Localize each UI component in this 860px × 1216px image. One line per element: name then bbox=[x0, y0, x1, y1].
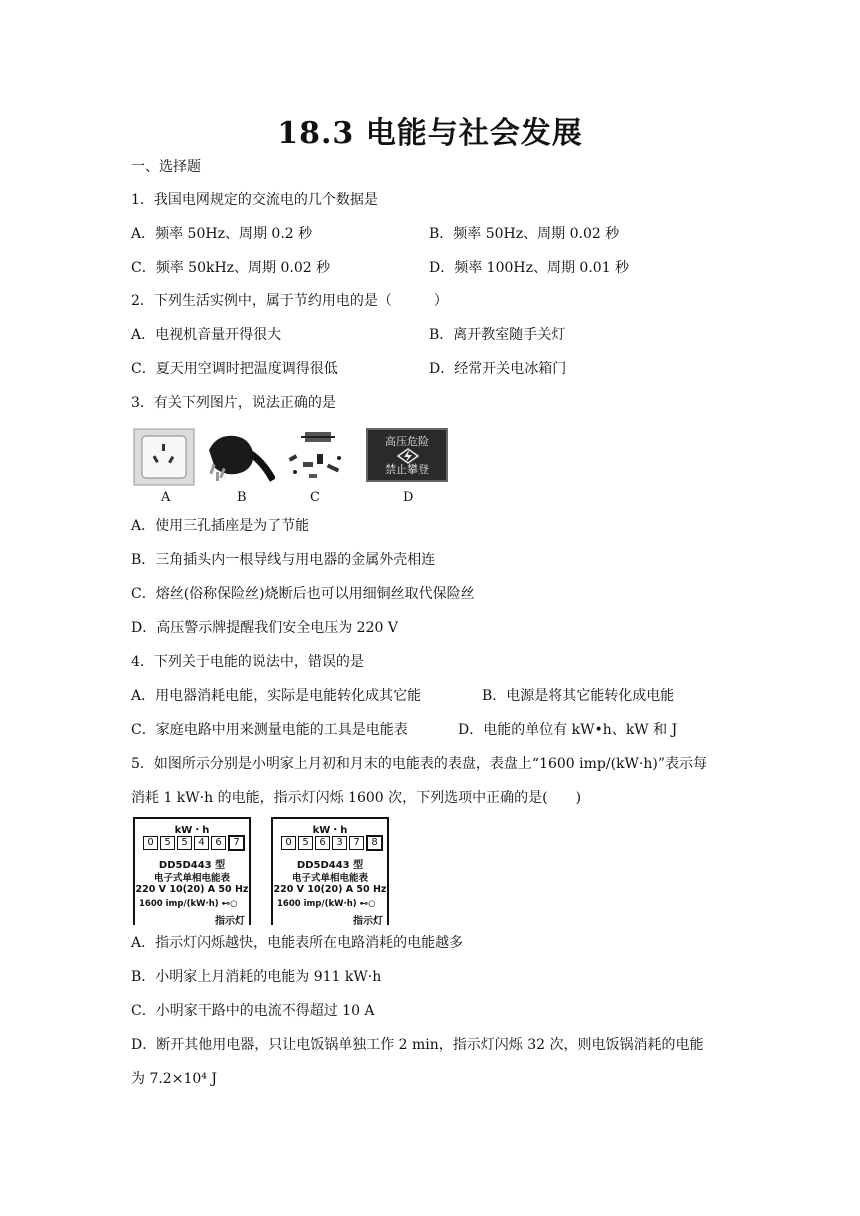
meter-digit: 7 bbox=[349, 836, 364, 850]
meter-digit: 6 bbox=[211, 836, 226, 850]
q5-stem-line2: 消耗 1 kW·h 的电能，指示灯闪烁 1600 次，下列选项中正确的是( ) bbox=[131, 790, 582, 806]
meter-spec: 220 V 10(20) A 50 Hz bbox=[273, 884, 387, 895]
meter-name: 电子式单相电能表 bbox=[153, 873, 230, 884]
meter-digit: 0 bbox=[143, 836, 158, 850]
meter-reading bbox=[281, 835, 385, 851]
q3-stem: 3．有关下列图片，说法正确的是 bbox=[131, 395, 336, 411]
q1-option-d: D．频率 100Hz、周期 0.01 秒 bbox=[429, 260, 630, 276]
plug-image bbox=[203, 428, 275, 486]
meter-imp-text: 1600 imp/(kW·h) bbox=[139, 899, 219, 909]
q1-option-c: C．频率 50kHz、周期 0.02 秒 bbox=[131, 260, 331, 276]
q4-option-c: C．家庭电路中用来测量电能的工具是电能表 bbox=[131, 722, 408, 738]
q2-option-b: B．离开教室随手关灯 bbox=[429, 327, 566, 343]
sign-top-text: 高压危险 bbox=[385, 435, 429, 448]
meter-digit-decimal: 7 bbox=[228, 835, 245, 851]
meter-digit: 5 bbox=[298, 836, 313, 850]
q5-option-a: A．指示灯闪烁越快，电能表所在电路消耗的电能越多 bbox=[131, 935, 464, 951]
q3-option-c: C．熔丝(俗称保险丝)烧断后也可以用细铜丝取代保险丝 bbox=[131, 586, 475, 602]
figure-label-a: A bbox=[161, 490, 171, 505]
q4-option-a: A．用电器消耗电能，实际是电能转化成其它能 bbox=[131, 688, 422, 704]
meter-imp: 1600 imp/(kW·h) ⊷○ bbox=[277, 899, 376, 909]
figure-label-d: D bbox=[403, 490, 414, 505]
meter-unit: kW・h bbox=[312, 825, 348, 836]
meter-model: DD5D443 型 bbox=[296, 860, 364, 871]
q5-option-b: B．小明家上月消耗的电能为 911 kW·h bbox=[131, 969, 382, 985]
q5-option-d-line1: D．断开其他用电器，只让电饭锅单独工作 2 min，指示灯闪烁 32 次，则电饭锅消耗的电能 bbox=[131, 1037, 704, 1053]
figure-label-b: B bbox=[237, 490, 247, 505]
meter-digit-decimal: 8 bbox=[366, 835, 383, 851]
socket-image bbox=[133, 428, 195, 486]
q2-stem: 2．下列生活实例中，属于节约用电的是（ ） bbox=[131, 293, 448, 309]
meter-digit: 5 bbox=[177, 836, 192, 850]
section-heading: 一、选择题 bbox=[131, 159, 201, 175]
page-title: 18.3 电能与社会发展 bbox=[277, 116, 583, 151]
q2-option-d: D．经常开关电冰箱门 bbox=[429, 361, 567, 377]
energy-meter-start bbox=[133, 817, 251, 925]
q3-option-a: A．使用三孔插座是为了节能 bbox=[131, 518, 310, 534]
figure-label-c: C bbox=[310, 490, 320, 505]
q1-option-b: B．频率 50Hz、周期 0.02 秒 bbox=[429, 226, 620, 242]
meter-spec: 220 V 10(20) A 50 Hz bbox=[135, 884, 249, 895]
q1-stem: 1．我国电网规定的交流电的几个数据是 bbox=[131, 192, 378, 208]
energy-meter-end bbox=[271, 817, 389, 925]
meter-digit: 0 bbox=[281, 836, 296, 850]
q4-stem: 4．下列关于电能的说法中，错误的是 bbox=[131, 654, 364, 670]
q5-stem-line1: 5．如图所示分别是小明家上月初和月末的电能表的表盘，表盘上“1600 imp/(kW·h)”表示每 bbox=[131, 756, 707, 772]
q3-option-b: B．三角插头内一根导线与用电器的金属外壳相连 bbox=[131, 552, 436, 568]
warning-sign bbox=[366, 428, 448, 482]
q3-option-d: D．高压警示牌提醒我们安全电压为 220 V bbox=[131, 620, 398, 636]
meter-name: 电子式单相电能表 bbox=[291, 873, 368, 884]
meter-indicator: 指示灯 bbox=[215, 916, 245, 927]
q1-option-a: A．频率 50Hz、周期 0.2 秒 bbox=[131, 226, 313, 242]
meter-digit: 4 bbox=[194, 836, 209, 850]
q4-option-d: D．电能的单位有 kW•h、kW 和 J bbox=[458, 722, 678, 738]
meter-reading bbox=[143, 835, 247, 851]
q2-option-a: A．电视机音量开得很大 bbox=[131, 327, 282, 343]
meter-model: DD5D443 型 bbox=[158, 860, 226, 871]
q2-option-c: C．夏天用空调时把温度调得很低 bbox=[131, 361, 338, 377]
meter-digit: 5 bbox=[160, 836, 175, 850]
q5-option-d-line2: 为 7.2×10⁴ J bbox=[131, 1071, 217, 1087]
q4-option-b: B．电源是将其它能转化成电能 bbox=[482, 688, 675, 704]
q5-option-c: C．小明家干路中的电流不得超过 10 A bbox=[131, 1003, 375, 1019]
fuse-image bbox=[283, 428, 351, 486]
meter-imp-text: 1600 imp/(kW·h) bbox=[277, 899, 357, 909]
meter-digit: 6 bbox=[315, 836, 330, 850]
meter-unit: kW・h bbox=[174, 825, 210, 836]
meter-imp: 1600 imp/(kW·h) ⊷○ bbox=[139, 899, 238, 909]
q3-figure-row bbox=[133, 428, 463, 510]
meter-digit: 3 bbox=[332, 836, 347, 850]
sign-bottom-text: 禁止攀登 bbox=[385, 463, 429, 476]
meter-indicator: 指示灯 bbox=[353, 916, 383, 927]
